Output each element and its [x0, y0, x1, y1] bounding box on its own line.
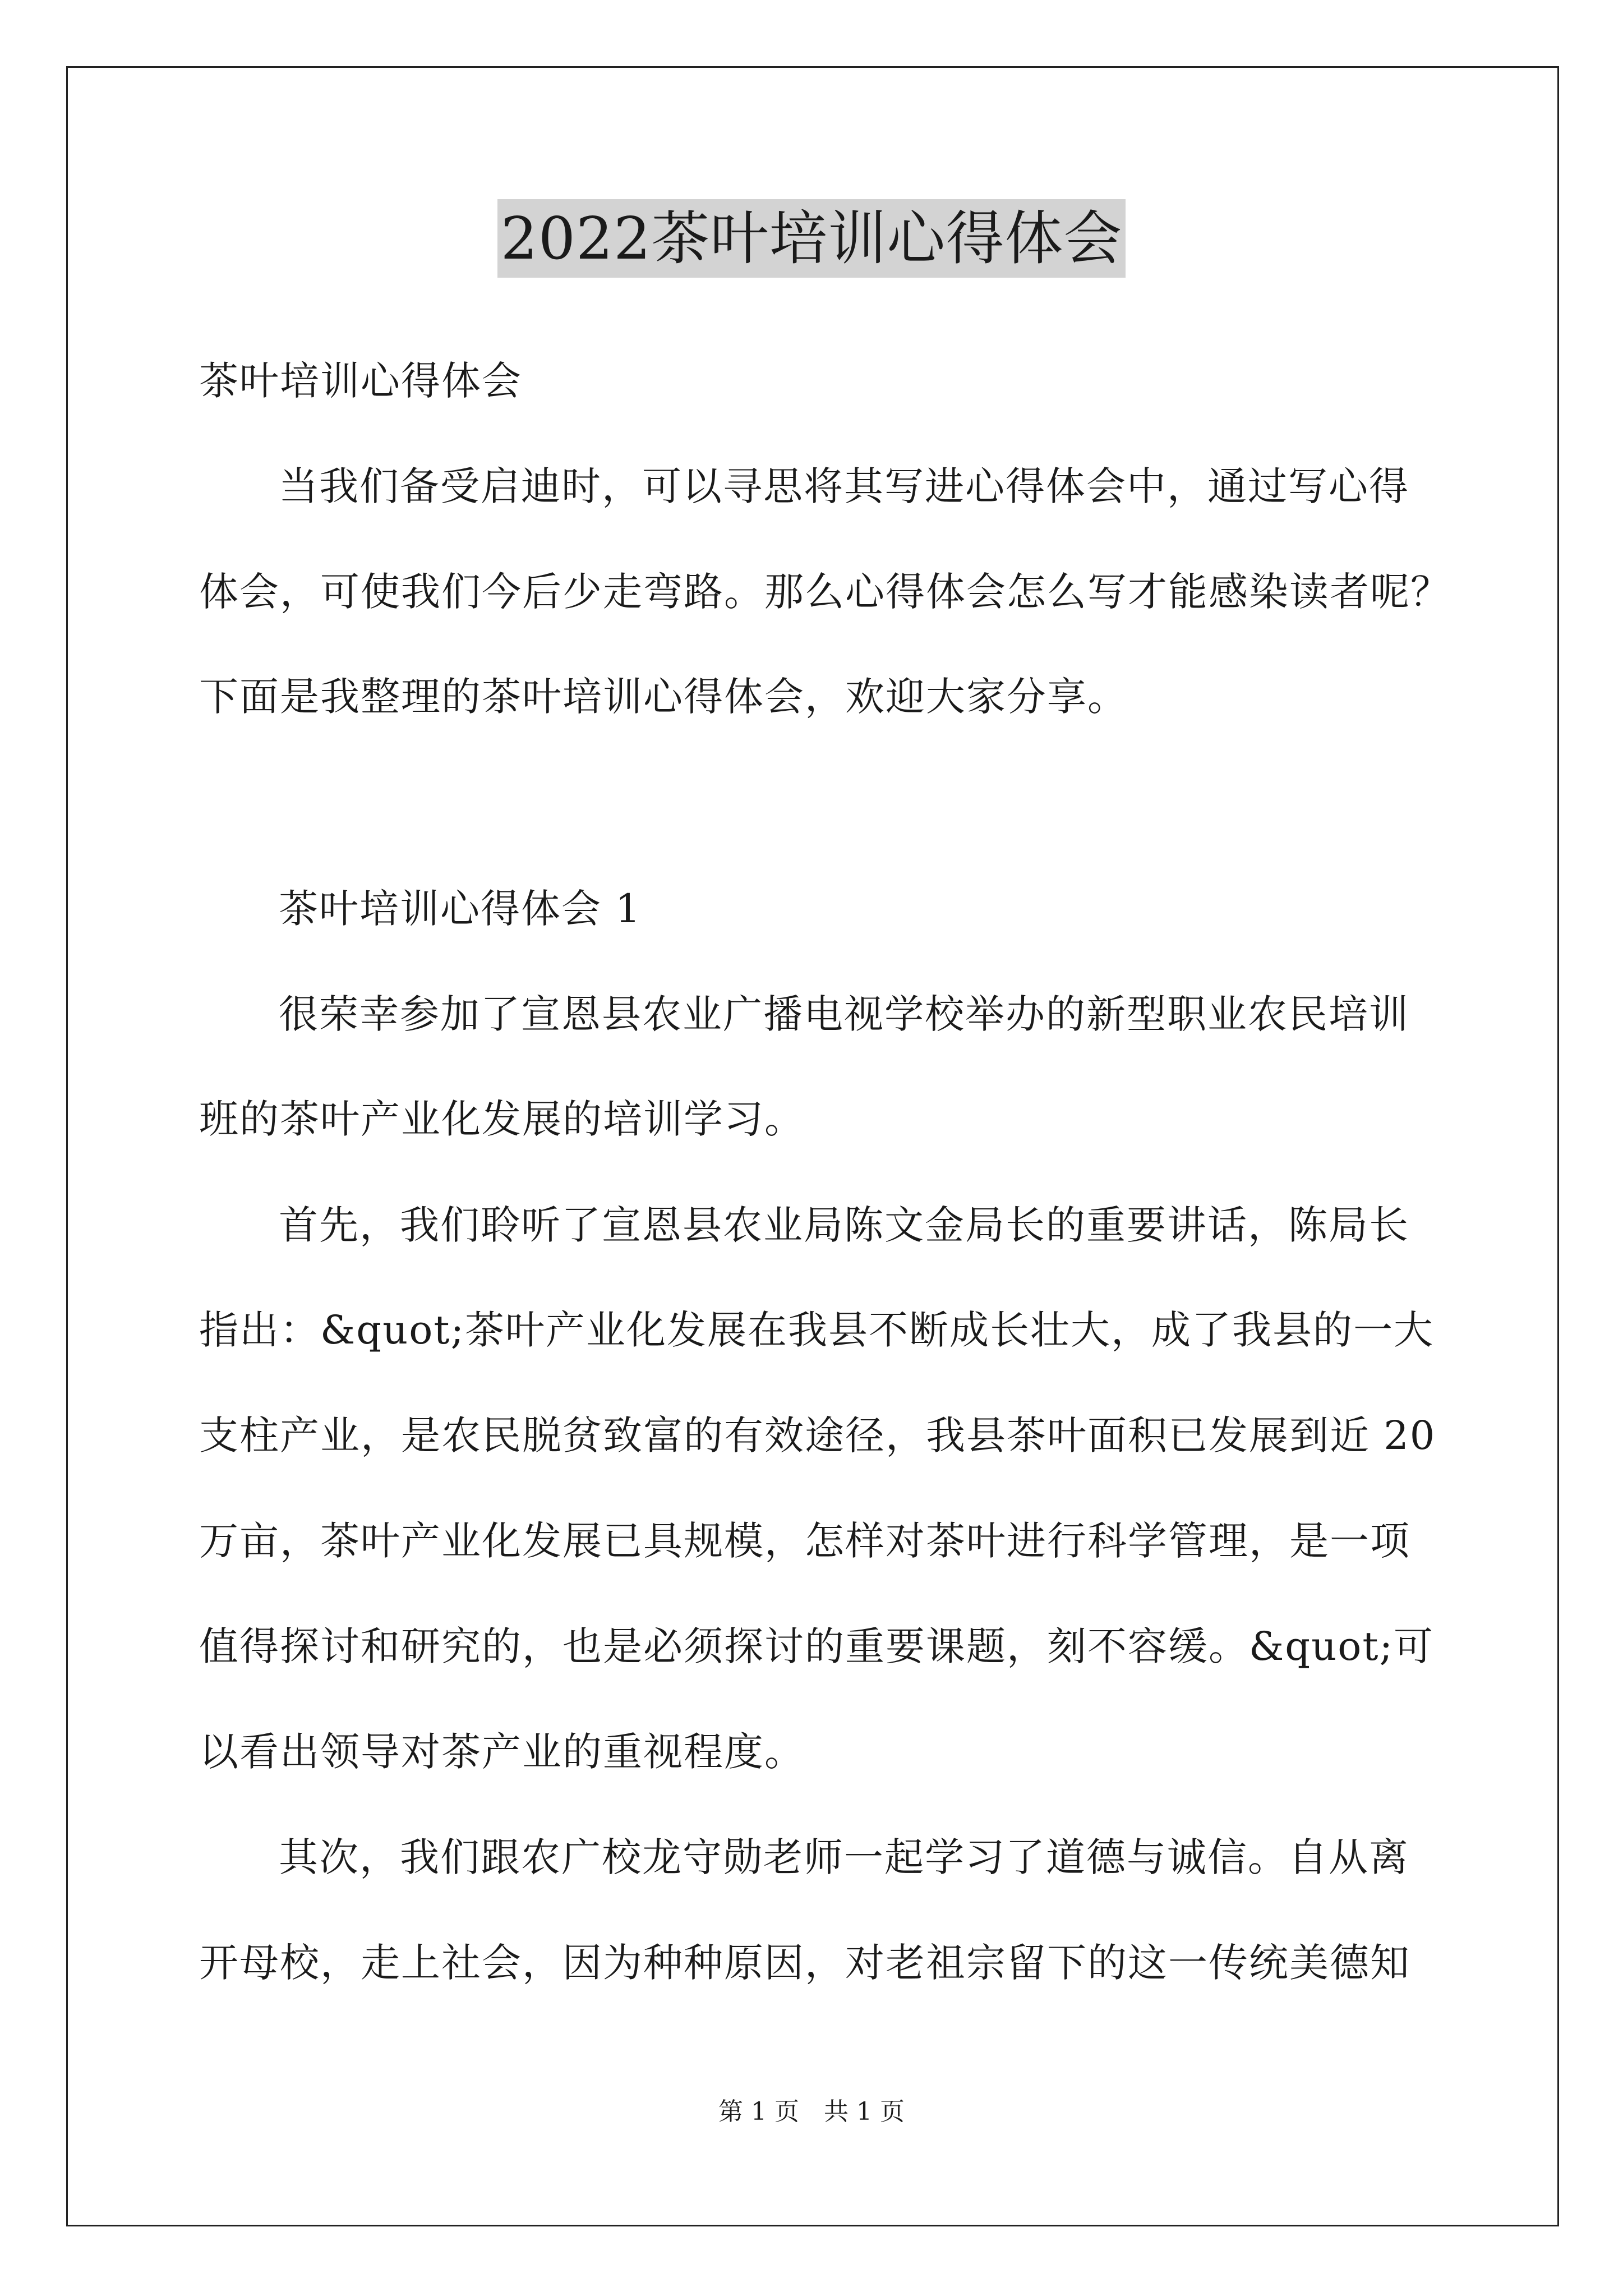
paragraph-line: 开母校，走上社会，因为种种原因，对老祖宗留下的这一传统美德知: [199, 1940, 1410, 1986]
paragraph-line: 很荣幸参加了宣恩县农业广播电视学校举办的新型职业农民培训: [279, 991, 1409, 1037]
paragraph-line: 体会，可使我们今后少走弯路。那么心得体会怎么写才能感染读者呢？: [199, 569, 1451, 615]
paragraph-line: 指出：&quot;茶叶产业化发展在我县不断成长壮大，成了我县的一大: [199, 1307, 1435, 1353]
document-title: 2022茶叶培训心得体会: [497, 199, 1126, 278]
paragraph-line: 首先，我们聆听了宣恩县农业局陈文金局长的重要讲话，陈局长: [279, 1202, 1409, 1248]
paragraph-line: 班的茶叶产业化发展的培训学习。: [199, 1096, 805, 1142]
page-number: 第 1 页 共 1 页: [718, 2097, 905, 2126]
paragraph-line: 当我们备受启迪时，可以寻思将其写进心得体会中，通过写心得: [279, 463, 1409, 509]
paragraph-line: 支柱产业，是农民脱贫致富的有效途径，我县茶叶面积已发展到近 20: [199, 1412, 1436, 1458]
paragraph-line: 以看出领导对茶产业的重视程度。: [199, 1729, 805, 1775]
paragraph-line: 值得探讨和研究的，也是必须探讨的重要课题，刻不容缓。&quot;可: [199, 1623, 1435, 1669]
paragraph-line: 万亩，茶叶产业化发展已具规模，怎样对茶叶进行科学管理，是一项: [199, 1518, 1410, 1564]
paragraph-line: 下面是我整理的茶叶培训心得体会，欢迎大家分享。: [199, 674, 1128, 720]
title-container: [0, 199, 1623, 278]
document-subtitle: 茶叶培训心得体会: [199, 358, 522, 404]
section-heading: 茶叶培训心得体会 1: [279, 886, 642, 932]
paragraph-line: 其次，我们跟农广校龙守勋老师一起学习了道德与诚信。自从离: [279, 1834, 1409, 1880]
